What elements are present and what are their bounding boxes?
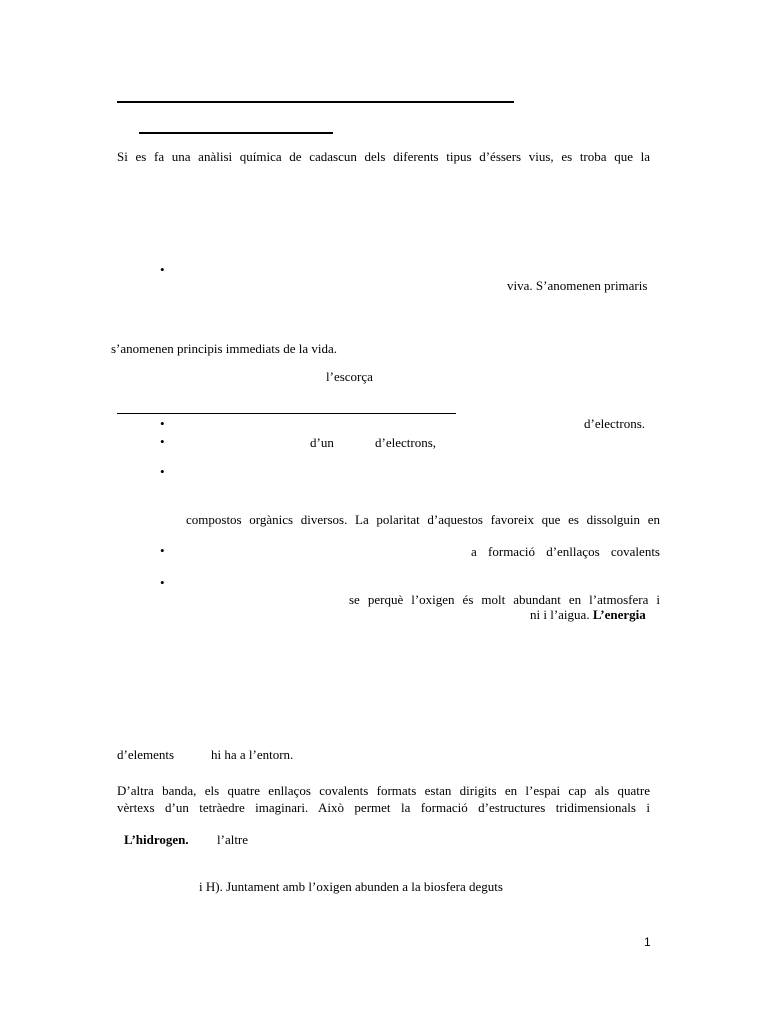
text-line: s’anomenen principis immediats de la vida. — [111, 341, 337, 356]
heading-underline-2 — [139, 132, 333, 134]
text-line: a formació d’enllaços covalents — [471, 544, 660, 559]
heading-underline-1 — [117, 101, 514, 103]
text-line: compostos orgànics diversos. La polaritat d’aquestos favoreix que es dissolguin en — [186, 512, 660, 527]
text-fragment: d’elements — [117, 747, 175, 762]
bold-term: L’hidrogen. — [124, 832, 189, 847]
text-line: Si es fa una anàlisi química de cadascun dels diferents tipus d’éssers vius, es troba que la — [117, 149, 650, 164]
text-line: se perquè l’oxigen és molt abundant en l’atmosfera i — [349, 592, 660, 607]
bold-term: L’energia — [592, 607, 646, 622]
text-line: viva. S’anomenen primaris — [507, 278, 648, 293]
text-line — [530, 607, 646, 623]
bullet-icon: • — [160, 262, 165, 277]
bullet-icon: • — [160, 464, 165, 479]
text-line: D’altra banda, els quatre enllaços covalents formats estan dirigits en l’espai cap als quatre — [117, 783, 650, 798]
text-line: l’escorça — [326, 369, 373, 384]
bullet-icon: • — [160, 434, 165, 449]
section-underline — [117, 413, 456, 414]
text-line: d’electrons. — [584, 416, 646, 431]
page-number: 1 — [644, 935, 651, 949]
text-line: vèrtexs d’un tetràedre imaginari. Això permet la formació d’estructures tridimensionals i — [117, 800, 650, 815]
bullet-icon: • — [160, 575, 165, 590]
text-line: i H). Juntament amb l’oxigen abunden a la biosfera deguts — [199, 879, 503, 894]
text-fragment: hi ha a l’entorn. — [211, 747, 294, 762]
text-fragment: d’electrons, — [375, 435, 437, 450]
text-fragment: d’un — [310, 435, 334, 450]
text-fragment: l’altre — [217, 832, 249, 847]
bullet-icon: • — [160, 416, 165, 431]
bullet-icon: • — [160, 543, 165, 558]
text-fragment: ni i l’aigua. — [530, 607, 593, 622]
